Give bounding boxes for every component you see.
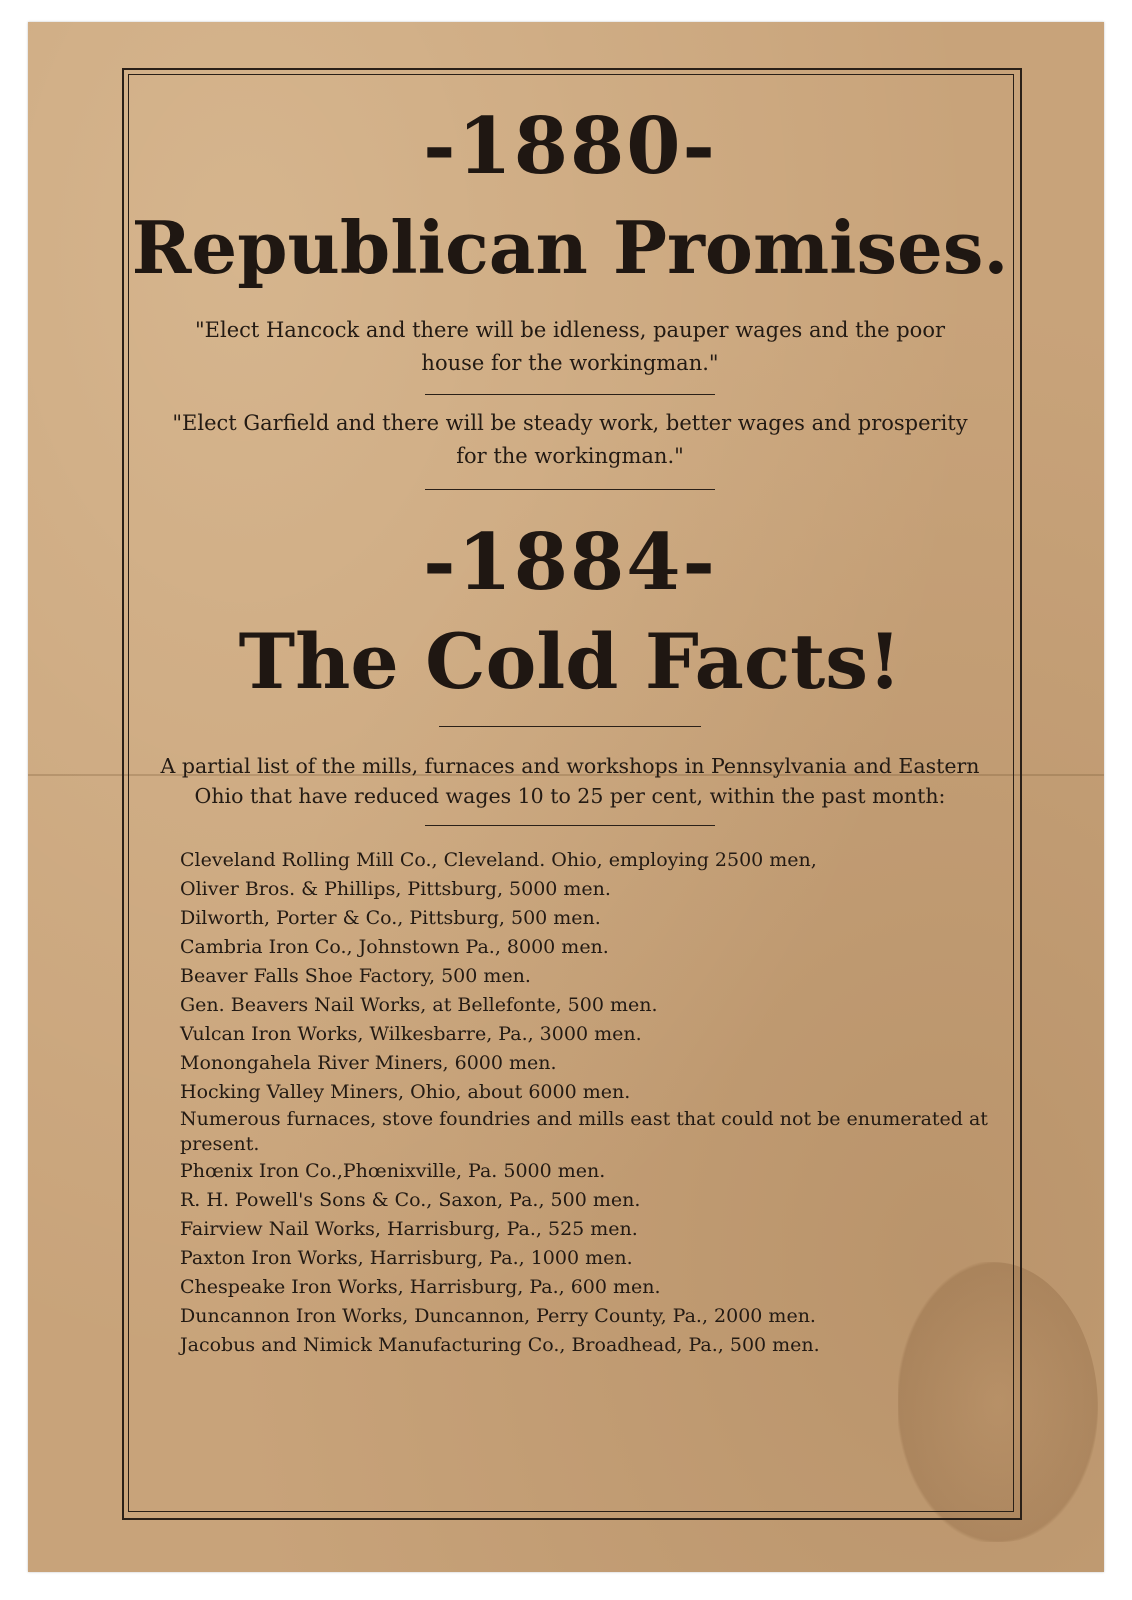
year-1884: -1884-: [423, 517, 717, 608]
list-item: Fairview Nail Works, Harrisburg, Pa., 525 men.: [180, 1218, 638, 1240]
list-item: Paxton Iron Works, Harrisburg, Pa., 1000 men.: [180, 1247, 633, 1269]
year-1880: -1880-: [423, 101, 717, 192]
list-item: Numerous furnaces, stove foundries and mills east that could not be enumerated at present.: [180, 1108, 988, 1155]
list-item: Cleveland Rolling Mill Co., Cleveland. Ohio, employing 2500 men,: [180, 849, 817, 871]
divider-rule: [425, 489, 715, 490]
list-item: Gen. Beavers Nail Works, at Bellefonte, 500 men.: [180, 994, 658, 1016]
headline-cold-facts: The Cold Facts!: [238, 617, 902, 706]
broadside-sheet: [28, 22, 1104, 1572]
divider-rule: [439, 726, 701, 727]
broadside-content: [128, 74, 1012, 1360]
mills-list: [128, 846, 1012, 1360]
list-item: Beaver Falls Shoe Factory, 500 men.: [180, 965, 531, 987]
list-item: Jacobus and Nimick Manufacturing Co., Broadhead, Pa., 500 men.: [180, 1334, 820, 1356]
list-item: Hocking Valley Miners, Ohio, about 6000 men.: [180, 1081, 631, 1103]
quote-hancock: "Elect Hancock and there will be idleness, pauper wages and the poor house for the workingman.": [194, 318, 946, 375]
list-item: Chespeake Iron Works, Harrisburg, Pa., 600 men.: [180, 1276, 661, 1298]
list-item: Dilworth, Porter & Co., Pittsburg, 500 men.: [180, 907, 601, 929]
divider-rule: [425, 394, 715, 395]
divider-rule: [425, 825, 715, 826]
headline-republican-promises: Republican Promises.: [131, 205, 1009, 290]
list-item: R. H. Powell's Sons & Co., Saxon, Pa., 500 men.: [180, 1189, 641, 1211]
intro-paragraph: A partial list of the mills, furnaces and workshops in Pennsylvania and Eastern Ohio that have reduced wages 10 to 25 per cent, within the past month:: [160, 754, 980, 808]
list-item: Phœnix Iron Co.,Phœnixville, Pa. 5000 men.: [180, 1160, 606, 1182]
list-item: Cambria Iron Co., Johnstown Pa., 8000 men.: [180, 936, 609, 958]
list-item: Oliver Bros. & Phillips, Pittsburg, 5000 men.: [180, 878, 611, 900]
list-item: Vulcan Iron Works, Wilkesbarre, Pa., 3000 men.: [180, 1023, 642, 1045]
quote-garfield: "Elect Garfield and there will be steady work, better wages and prosperity for the workingman.": [172, 411, 968, 468]
list-item: Duncannon Iron Works, Duncannon, Perry County, Pa., 2000 men.: [180, 1305, 816, 1327]
list-item: Monongahela River Miners, 6000 men.: [180, 1052, 557, 1074]
